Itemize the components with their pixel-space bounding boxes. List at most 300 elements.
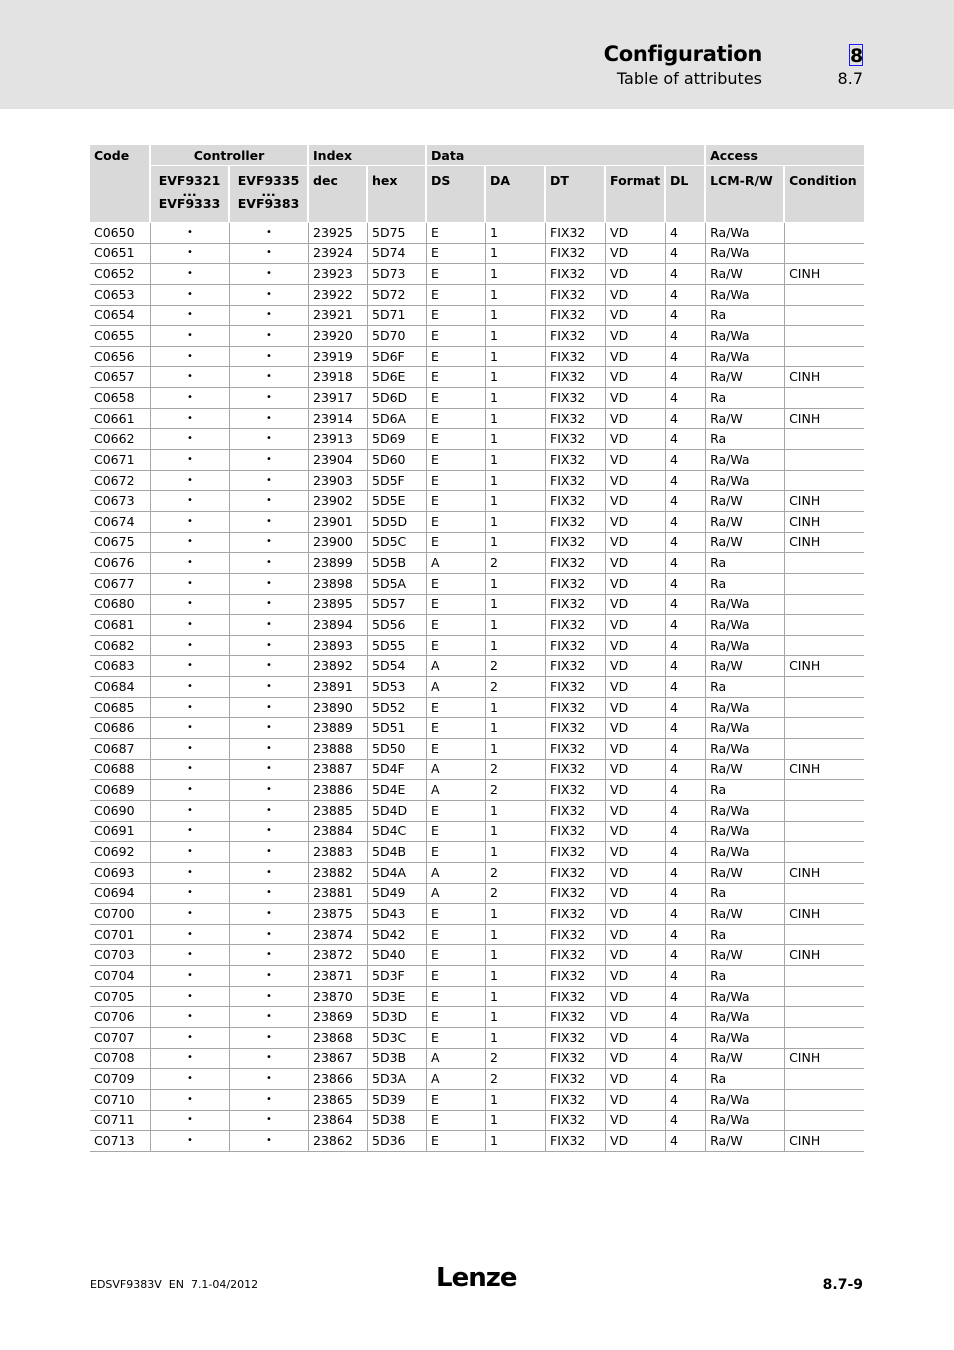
table-cell: VD [606, 698, 666, 719]
section-number: 8.7 [837, 69, 863, 88]
table-cell: Ra/W [706, 760, 785, 781]
table-cell: 5D5B [368, 553, 427, 574]
table-cell: 23888 [309, 739, 368, 760]
table-cell: VD [606, 450, 666, 471]
table-cell: 23886 [309, 780, 368, 801]
attribute-table [90, 145, 864, 1152]
table-cell: 1 [486, 925, 546, 946]
table-cell: 5D5C [368, 533, 427, 554]
table-cell: • [230, 264, 309, 285]
table-cell: • [151, 842, 230, 863]
table-cell: FIX32 [546, 388, 606, 409]
table-cell: • [230, 388, 309, 409]
header-data: Data [427, 145, 706, 166]
table-cell: 5D4D [368, 801, 427, 822]
table-cell: 4 [666, 533, 706, 554]
table-cell: Ra [706, 553, 785, 574]
table-cell: Ra/Wa [706, 615, 785, 636]
table-header [90, 145, 864, 223]
table-cell [785, 698, 864, 719]
table-cell [785, 636, 864, 657]
table-cell: 4 [666, 595, 706, 616]
header-text: EVF9335 [237, 173, 300, 188]
table-cell: • [151, 223, 230, 244]
table-row [90, 987, 864, 1008]
table-cell: 4 [666, 553, 706, 574]
table-cell: E [427, 244, 486, 265]
table-row [90, 1111, 864, 1132]
table-cell: 23918 [309, 367, 368, 388]
table-cell: 1 [486, 698, 546, 719]
table-cell: 23866 [309, 1069, 368, 1090]
table-cell: Ra/W [706, 533, 785, 554]
table-cell: 23925 [309, 223, 368, 244]
table-cell: • [151, 553, 230, 574]
table-row [90, 760, 864, 781]
table-cell: 5D4E [368, 780, 427, 801]
table-cell: FIX32 [546, 987, 606, 1008]
table-cell: FIX32 [546, 264, 606, 285]
header-controller-evf9335 [230, 166, 309, 223]
table-cell: 2 [486, 780, 546, 801]
table-cell: E [427, 739, 486, 760]
table-cell: • [230, 966, 309, 987]
table-cell: 5D75 [368, 223, 427, 244]
table-cell: VD [606, 739, 666, 760]
table-cell: • [230, 1090, 309, 1111]
table-cell: E [427, 533, 486, 554]
table-cell: 23900 [309, 533, 368, 554]
table-cell: 5D42 [368, 925, 427, 946]
table-cell: FIX32 [546, 1111, 606, 1132]
table-cell: CINH [785, 760, 864, 781]
table-cell: 23881 [309, 884, 368, 905]
table-row [90, 471, 864, 492]
table-cell: 5D71 [368, 306, 427, 327]
table-cell: 2 [486, 1069, 546, 1090]
table-cell: Ra/Wa [706, 595, 785, 616]
table-cell: 23889 [309, 718, 368, 739]
table-cell: Ra/Wa [706, 347, 785, 368]
table-cell: • [151, 533, 230, 554]
table-cell: A [427, 553, 486, 574]
table-cell: 4 [666, 966, 706, 987]
table-row [90, 347, 864, 368]
table-cell: 1 [486, 471, 546, 492]
table-body [90, 223, 864, 1152]
table-cell: FIX32 [546, 966, 606, 987]
table-row [90, 533, 864, 554]
table-cell: • [230, 409, 309, 430]
table-cell: VD [606, 1049, 666, 1070]
section-title: Table of attributes [616, 69, 762, 88]
table-cell: 4 [666, 677, 706, 698]
table-cell: E [427, 471, 486, 492]
table-cell: • [151, 429, 230, 450]
table-cell: 1 [486, 822, 546, 843]
table-row [90, 904, 864, 925]
table-cell: 4 [666, 1131, 706, 1152]
table-cell: • [151, 656, 230, 677]
table-cell [785, 326, 864, 347]
table-row [90, 615, 864, 636]
header-da: DA [486, 166, 546, 223]
table-cell: VD [606, 718, 666, 739]
table-cell: Ra/Wa [706, 285, 785, 306]
table-cell: FIX32 [546, 450, 606, 471]
table-cell: • [151, 1131, 230, 1152]
table-cell: 1 [486, 1111, 546, 1132]
table-cell: • [230, 842, 309, 863]
table-cell: • [151, 471, 230, 492]
table-cell: 23923 [309, 264, 368, 285]
table-cell: VD [606, 1028, 666, 1049]
table-cell: C0685 [90, 698, 151, 719]
table-cell: 4 [666, 244, 706, 265]
header-text: EVF9383 [237, 196, 300, 211]
table-cell: • [151, 863, 230, 884]
table-cell: Ra/W [706, 491, 785, 512]
table-cell: Ra/Wa [706, 223, 785, 244]
table-cell: 4 [666, 1049, 706, 1070]
table-cell: Ra [706, 677, 785, 698]
table-row [90, 1049, 864, 1070]
table-cell: C0681 [90, 615, 151, 636]
table-cell: • [151, 388, 230, 409]
table-row [90, 925, 864, 946]
table-row [90, 966, 864, 987]
table-cell: 4 [666, 471, 706, 492]
table-row [90, 945, 864, 966]
table-cell: E [427, 636, 486, 657]
table-cell: • [230, 739, 309, 760]
table-cell: VD [606, 925, 666, 946]
table-cell: C0676 [90, 553, 151, 574]
header-band [0, 0, 954, 109]
table-cell: • [151, 925, 230, 946]
table-cell: C0673 [90, 491, 151, 512]
table-cell: • [230, 326, 309, 347]
table-cell: FIX32 [546, 677, 606, 698]
table-cell: 23875 [309, 904, 368, 925]
table-cell: CINH [785, 491, 864, 512]
table-cell: • [151, 367, 230, 388]
table-cell: A [427, 863, 486, 884]
table-cell: FIX32 [546, 574, 606, 595]
table-cell: C0680 [90, 595, 151, 616]
header-text: ... [182, 184, 197, 199]
table-cell: 4 [666, 512, 706, 533]
table-cell: 2 [486, 656, 546, 677]
table-cell: Ra [706, 574, 785, 595]
table-cell: 4 [666, 409, 706, 430]
table-cell [785, 1007, 864, 1028]
table-cell: FIX32 [546, 306, 606, 327]
table-row [90, 884, 864, 905]
table-row [90, 1069, 864, 1090]
table-cell: 4 [666, 347, 706, 368]
table-cell: • [151, 409, 230, 430]
table-cell: E [427, 801, 486, 822]
table-cell: 4 [666, 884, 706, 905]
table-cell: Ra/W [706, 1131, 785, 1152]
table-cell: 1 [486, 429, 546, 450]
table-cell: C0708 [90, 1049, 151, 1070]
table-cell: A [427, 884, 486, 905]
table-cell: • [151, 718, 230, 739]
table-cell: • [230, 615, 309, 636]
table-cell: E [427, 367, 486, 388]
table-cell: A [427, 656, 486, 677]
table-row [90, 801, 864, 822]
table-cell: • [230, 1028, 309, 1049]
table-cell: • [230, 595, 309, 616]
table-cell: • [230, 1007, 309, 1028]
table-cell: 4 [666, 636, 706, 657]
table-cell: C0654 [90, 306, 151, 327]
table-cell: Ra/W [706, 945, 785, 966]
table-cell: Ra [706, 966, 785, 987]
table-cell: A [427, 1069, 486, 1090]
table-cell: VD [606, 285, 666, 306]
table-cell: Ra/Wa [706, 1007, 785, 1028]
table-row [90, 822, 864, 843]
table-cell: FIX32 [546, 1007, 606, 1028]
table-cell: • [151, 945, 230, 966]
table-cell: 1 [486, 491, 546, 512]
table-cell: FIX32 [546, 718, 606, 739]
table-cell: Ra/Wa [706, 1090, 785, 1111]
table-cell: VD [606, 822, 666, 843]
table-cell: 4 [666, 760, 706, 781]
table-cell: 5D74 [368, 244, 427, 265]
header-ds: DS [427, 166, 486, 223]
table-cell: C0657 [90, 367, 151, 388]
table-cell: CINH [785, 1131, 864, 1152]
table-cell: 23885 [309, 801, 368, 822]
table-row [90, 677, 864, 698]
table-cell: VD [606, 863, 666, 884]
table-cell: C0661 [90, 409, 151, 430]
table-cell: • [151, 884, 230, 905]
table-cell: • [151, 739, 230, 760]
table-cell: 23904 [309, 450, 368, 471]
table-cell [785, 925, 864, 946]
table-cell: FIX32 [546, 615, 606, 636]
table-cell: 2 [486, 553, 546, 574]
table-row [90, 1131, 864, 1152]
table-cell: 1 [486, 842, 546, 863]
table-cell [785, 1111, 864, 1132]
table-cell: 5D52 [368, 698, 427, 719]
table-cell: VD [606, 409, 666, 430]
table-cell: Ra/Wa [706, 450, 785, 471]
table-cell: E [427, 966, 486, 987]
table-cell: • [151, 822, 230, 843]
table-cell: FIX32 [546, 367, 606, 388]
table-cell: E [427, 574, 486, 595]
table-cell [785, 244, 864, 265]
table-cell: Ra/Wa [706, 244, 785, 265]
table-cell: Ra/Wa [706, 822, 785, 843]
table-cell: VD [606, 533, 666, 554]
table-cell: E [427, 409, 486, 430]
table-cell: 23869 [309, 1007, 368, 1028]
table-cell: FIX32 [546, 884, 606, 905]
table-cell: 4 [666, 367, 706, 388]
table-cell: 5D6E [368, 367, 427, 388]
table-cell: C0692 [90, 842, 151, 863]
table-cell: 1 [486, 285, 546, 306]
table-row [90, 553, 864, 574]
table-cell: VD [606, 966, 666, 987]
table-cell: 5D54 [368, 656, 427, 677]
table-cell: 5D4C [368, 822, 427, 843]
table-cell: 23922 [309, 285, 368, 306]
table-cell: 5D4F [368, 760, 427, 781]
table-cell: Ra [706, 429, 785, 450]
table-cell [785, 884, 864, 905]
page-number: 8.7-9 [822, 1277, 863, 1293]
table-cell: C0683 [90, 656, 151, 677]
table-cell: E [427, 615, 486, 636]
table-cell: E [427, 388, 486, 409]
table-cell: Ra/W [706, 904, 785, 925]
table-cell: • [230, 760, 309, 781]
table-cell: • [230, 884, 309, 905]
header-controller-evf9321 [151, 166, 230, 223]
table-cell: FIX32 [546, 925, 606, 946]
table-cell: FIX32 [546, 1049, 606, 1070]
table-cell: VD [606, 677, 666, 698]
table-cell: VD [606, 945, 666, 966]
table-cell: • [151, 1007, 230, 1028]
table-cell: • [230, 1131, 309, 1152]
table-cell: VD [606, 264, 666, 285]
table-cell: Ra/Wa [706, 842, 785, 863]
table-cell: 4 [666, 1007, 706, 1028]
table-cell: C0709 [90, 1069, 151, 1090]
table-cell: 23903 [309, 471, 368, 492]
table-cell: • [230, 925, 309, 946]
table-cell: E [427, 1007, 486, 1028]
table-cell: • [151, 801, 230, 822]
table-cell: • [230, 512, 309, 533]
table-cell: C0671 [90, 450, 151, 471]
table-cell [785, 595, 864, 616]
table-cell: C0687 [90, 739, 151, 760]
table-cell: Ra/Wa [706, 739, 785, 760]
table-cell: Ra/W [706, 656, 785, 677]
table-cell: 23924 [309, 244, 368, 265]
table-cell: FIX32 [546, 822, 606, 843]
table-cell: Ra/W [706, 512, 785, 533]
table-cell: E [427, 718, 486, 739]
table-cell: • [151, 904, 230, 925]
table-cell: C0655 [90, 326, 151, 347]
table-cell: 5D5F [368, 471, 427, 492]
table-cell: 1 [486, 1007, 546, 1028]
table-cell: 5D60 [368, 450, 427, 471]
table-cell: • [230, 285, 309, 306]
table-cell: 23898 [309, 574, 368, 595]
table-cell: 23870 [309, 987, 368, 1008]
table-cell: • [230, 1069, 309, 1090]
table-cell: FIX32 [546, 739, 606, 760]
table-cell: 23872 [309, 945, 368, 966]
table-cell: FIX32 [546, 801, 606, 822]
table-cell: 5D57 [368, 595, 427, 616]
table-cell: VD [606, 884, 666, 905]
table-cell: C0652 [90, 264, 151, 285]
table-cell: FIX32 [546, 842, 606, 863]
table-cell: FIX32 [546, 595, 606, 616]
table-cell: E [427, 429, 486, 450]
table-cell: FIX32 [546, 780, 606, 801]
table-cell: Ra/Wa [706, 1028, 785, 1049]
table-cell: C0711 [90, 1111, 151, 1132]
table-cell: VD [606, 904, 666, 925]
table-cell: C0675 [90, 533, 151, 554]
table-cell: C0682 [90, 636, 151, 657]
table-cell: VD [606, 223, 666, 244]
table-cell: 23892 [309, 656, 368, 677]
table-cell: 23864 [309, 1111, 368, 1132]
header-controller: Controller [151, 145, 309, 166]
table-cell: E [427, 223, 486, 244]
table-cell: E [427, 987, 486, 1008]
table-cell: VD [606, 1090, 666, 1111]
table-cell: Ra/Wa [706, 801, 785, 822]
table-cell: 4 [666, 780, 706, 801]
table-cell: C0689 [90, 780, 151, 801]
table-cell [785, 677, 864, 698]
table-cell: C0662 [90, 429, 151, 450]
table-cell: Ra [706, 925, 785, 946]
table-cell: • [151, 987, 230, 1008]
table-cell: VD [606, 987, 666, 1008]
table-cell: • [230, 718, 309, 739]
table-cell: 5D69 [368, 429, 427, 450]
table-cell: FIX32 [546, 553, 606, 574]
chapter-title: Configuration [603, 42, 762, 66]
table-cell: • [151, 512, 230, 533]
table-cell: VD [606, 595, 666, 616]
table-cell: E [427, 698, 486, 719]
table-cell: 4 [666, 1069, 706, 1090]
table-cell: 23894 [309, 615, 368, 636]
table-cell: • [230, 367, 309, 388]
table-cell: FIX32 [546, 1090, 606, 1111]
table-cell: C0706 [90, 1007, 151, 1028]
table-cell: 5D3B [368, 1049, 427, 1070]
table-cell: E [427, 1111, 486, 1132]
table-cell: C0677 [90, 574, 151, 595]
table-cell: 4 [666, 987, 706, 1008]
table-cell: 1 [486, 512, 546, 533]
table-cell: E [427, 326, 486, 347]
table-cell: C0691 [90, 822, 151, 843]
table-cell: • [230, 863, 309, 884]
table-row [90, 780, 864, 801]
table-row [90, 636, 864, 657]
table-row [90, 409, 864, 430]
table-cell: C0653 [90, 285, 151, 306]
table-cell: 23862 [309, 1131, 368, 1152]
table-row [90, 450, 864, 471]
table-row [90, 595, 864, 616]
table-cell: C0684 [90, 677, 151, 698]
